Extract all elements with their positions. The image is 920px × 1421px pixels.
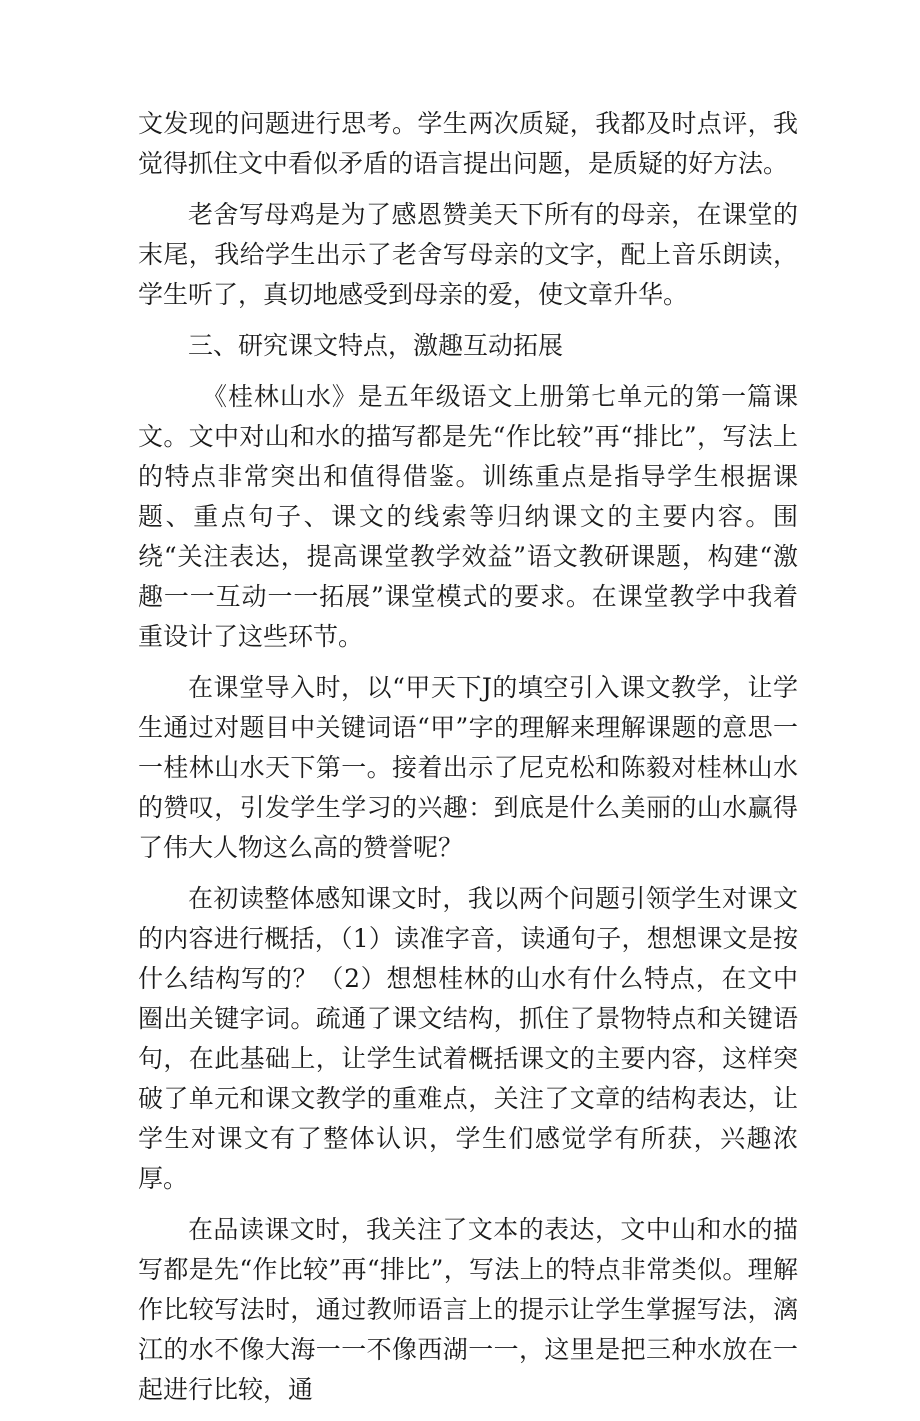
paragraph-laoshe-mother: 老舍写母鸡是为了感恩赞美天下所有的母亲，在课堂的末尾，我给学生出示了老舍写母亲的文字，配上音乐朗读，学生听了，真切地感受到母亲的爱，使文章升华。 (138, 200, 798, 309)
section-heading-three: 三、研究课文特点，激趣互动拓展 (188, 331, 564, 360)
paragraph-guilin-intro: 《桂林山水》是五年级语文上册第七单元的第一篇课文。文中对山和水的描写都是先“作比较”再“排比”，写法上的特点非常突出和值得借鉴。训练重点是指导学生根据课题、重点句子、课文的线索等归纳课文的主要内容。围绕“关注表达，提高课堂教学效益”语文教研课题，构建“激趣一一互动一一拓展”课堂模式的要求。在课堂教学中我着重设计了这些环节。 (138, 382, 798, 651)
paragraph-continuation: 文发现的问题进行思考。学生两次质疑，我都及时点评，我觉得抓住文中看似矛盾的语言提出问题，是质疑的好方法。 (138, 109, 798, 178)
paragraph-first-reading: 在初读整体感知课文时，我以两个问题引领学生对课文的内容进行概括，（1）读准字音，读通句子，想想课文是按什么结构写的？（2）想想桂林的山水有什么特点，在文中圈出关键字词。疏通了课文结构，抓住了景物特点和关键语句，在此基础上，让学生试着概括课文的主要内容，这样突破了单元和课文教学的重难点，关注了文章的结构表达，让学生对课文有了整体认识，学生们感觉学有所获，兴趣浓厚。 (138, 884, 798, 1193)
paragraph-close-reading: 在品读课文时，我关注了文本的表达，文中山和水的描写都是先“作比较”再“排比”，写法上的特点非常类似。理解作比较写法时，通过教师语言上的提示让学生掌握写法，漓江的水不像大海一一不像西湖一一，这里是把三种水放在一起进行比较，通 (138, 1215, 798, 1404)
document-body (138, 104, 798, 1421)
paragraph-lesson-intro: 在课堂导入时，以“甲天下J的填空引入课文教学，让学生通过对题目中关键词语“甲”字的理解来理解课题的意思一一桂林山水天下第一。接着出示了尼克松和陈毅对桂林山水的赞叹，引发学生学习的兴趣：到底是什么美丽的山水赢得了伟大人物这么高的赞誉呢？ (138, 673, 798, 862)
